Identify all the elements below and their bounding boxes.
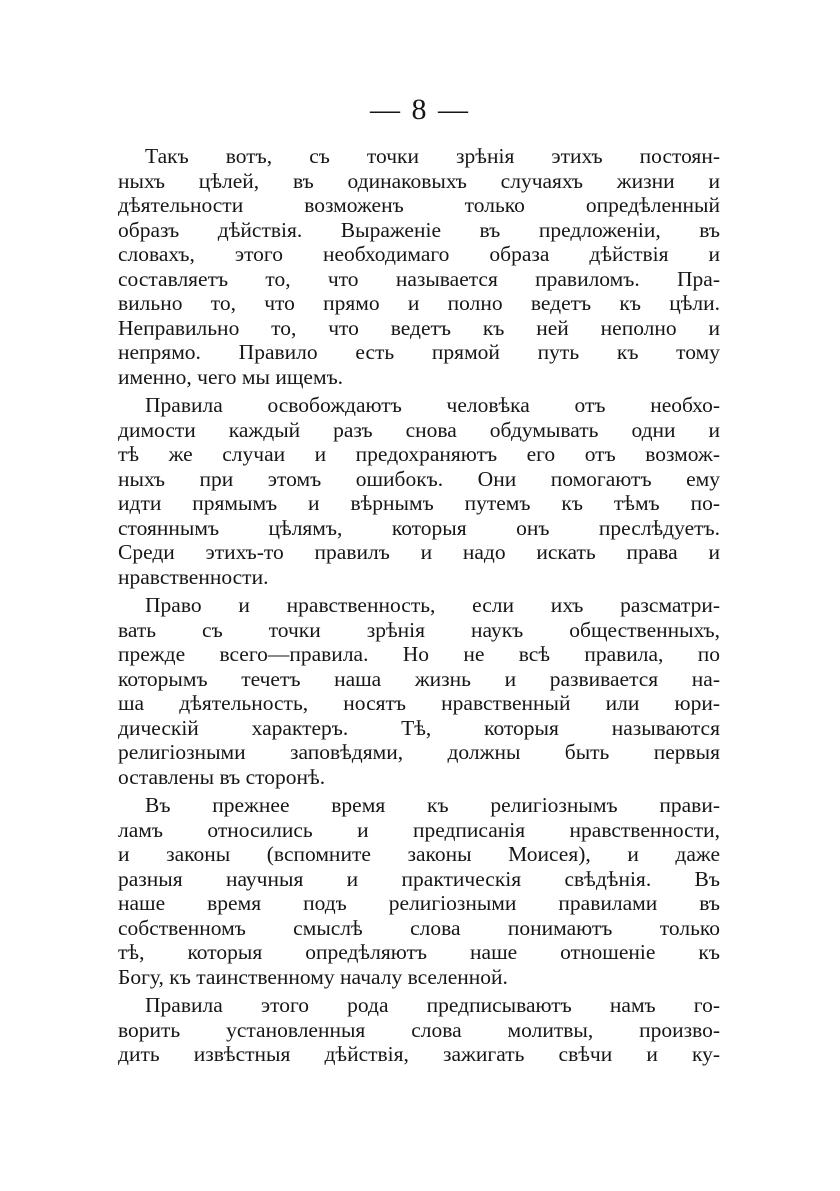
text-line: тѣ, которыя опредѣляютъ наше отношеніе къ: [118, 940, 720, 964]
paragraph: [118, 593, 720, 789]
text-line: наше время подъ религіозными правилами въ: [118, 891, 720, 915]
text-line: Среди этихъ-то правилъ и надо искать права и: [118, 540, 720, 564]
paragraph: [118, 393, 720, 589]
text-line: Право и нравственность, если ихъ разсматри-: [145, 593, 720, 617]
text-line: ныхъ цѣлей, въ одинаковыхъ случаяхъ жизни и: [118, 168, 720, 193]
text-line: которымъ течетъ наша жизнь и развивается на-: [118, 666, 720, 691]
text-line: и законы (вспомните законы Моисея), и даже: [118, 842, 720, 866]
text-line: Неправильно то, что ведетъ къ ней неполно и: [118, 315, 720, 340]
body-text: [118, 144, 720, 1071]
page-number: — 8 —: [370, 93, 470, 126]
text-line: Такъ вотъ, съ точки зрѣнія этихъ постоян-: [145, 144, 720, 168]
text-line: нравственности.: [118, 564, 269, 589]
text-line: стояннымъ цѣлямъ, которыя онъ преслѣдуетъ.: [118, 515, 720, 540]
text-line: образъ дѣйствія. Выраженіе въ предложеніи, въ: [118, 217, 720, 242]
text-line: непрямо. Правило есть прямой путь къ тому: [118, 340, 720, 364]
text-line: вильно то, что прямо и полно ведетъ къ цѣли.: [118, 291, 720, 315]
text-line: Правила освобождаютъ человѣка отъ необхо-: [145, 393, 720, 417]
text-line: составляетъ то, что называется правиломъ. Пра-: [118, 266, 720, 291]
text-line: собственномъ смыслѣ слова понимаютъ только: [118, 915, 720, 940]
text-line: ныхъ при этомъ ошибокъ. Они помогаютъ ему: [118, 466, 720, 491]
text-line: словахъ, этого необходимаго образа дѣйствія и: [118, 242, 720, 266]
text-line: ламъ относились и предписанія нравственности,: [118, 817, 720, 842]
text-line: тѣ же случаи и предохраняютъ его отъ возмож-: [118, 442, 720, 466]
text-line: ворить установленныя слова молитвы, произво-: [118, 1017, 720, 1042]
text-line: идти прямымъ и вѣрнымъ путемъ къ тѣмъ по-: [118, 491, 720, 515]
text-line: дить извѣстныя дѣйствія, зажигать свѣчи и ку-: [118, 1042, 720, 1066]
text-line: вать съ точки зрѣнія наукъ общественныхъ,: [118, 617, 720, 642]
paragraph: [118, 993, 720, 1067]
text-line: разныя научныя и практическія свѣдѣнія. Въ: [118, 866, 720, 891]
text-line: димости каждый разъ снова обдумывать одни и: [118, 417, 720, 442]
text-line: именно, чего мы ищемъ.: [118, 364, 344, 389]
text-line: прежде всего—правила. Но не всѣ правила, по: [118, 642, 720, 666]
text-line: религіозными заповѣдями, должны быть первыя: [118, 740, 720, 764]
text-line: Правила этого рода предписываютъ намъ го-: [145, 993, 720, 1017]
paragraph: [118, 793, 720, 989]
text-line: Въ прежнее время къ религіознымъ прави-: [145, 793, 720, 817]
paragraph: [118, 144, 720, 389]
text-line: оставлены въ сторонѣ.: [118, 764, 326, 789]
text-line: ша дѣятельность, носятъ нравственный или юри-: [118, 691, 720, 715]
text-line: Богу, къ таинственному началу вселенной.: [118, 964, 508, 989]
text-line: дѣятельности возможенъ только опредѣленный: [118, 193, 720, 217]
text-line: дическій характеръ. Тѣ, которыя называются: [118, 715, 720, 740]
